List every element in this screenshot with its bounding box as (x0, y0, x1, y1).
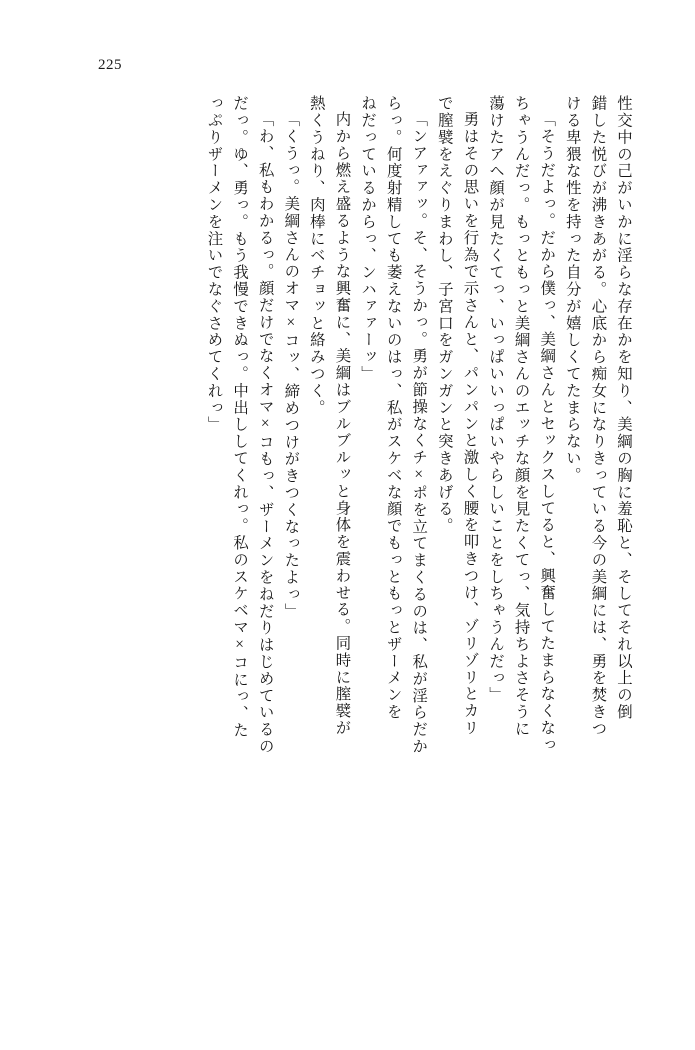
page-number: 225 (98, 57, 122, 73)
text-line: 「くうっ。美綱さんのオマ×コッ、締めつけがきつくなったよっ」 (282, 111, 300, 620)
text-line: 熱くうねり、肉棒にベチョッと絡みつく。 (307, 95, 325, 417)
text-line: 「わ、私もわかるっ。顔だけでなくオマ×コもっ、ザーメンをねだりはじめているの (256, 111, 274, 755)
text-line: 「そうだよっ。だから僕っ、美綱さんとセックスしてると、興奮してたまらなくなっ (538, 111, 556, 754)
text-line: だっ。ゆ、勇っ。もう我慢できぬっ。中出ししてくれっ。私のスケベマ×コにっ、た (231, 95, 249, 739)
text-line: らっ。何度射精しても萎えないのはっ、私がスケベな顔でもっともっとザーメンを (384, 95, 402, 721)
text-line: ねだっているからっ、ンハァァーッ」 (359, 95, 377, 383)
text-line: 性交中の己がいかに淫らな存在かを知り、美綱の胸に羞恥と、そしてそれ以上の倒 (615, 95, 632, 721)
text-line: 勇はその思いを行為で示さんと、パンパンと激しく腰を叩きつけ、ゾリゾリとカリ (461, 111, 479, 737)
text-line: ける卑猥な性を持った自分が嬉しくてたまらない。 (563, 95, 581, 484)
text-line: 蕩けたアヘ顔が見たくてっ、いっぱいいっぱいやらしいことをしちゃうんだっ」 (487, 95, 505, 704)
text-line: 「ンアァァッ。そ、そうかっ。勇が節操なくチ×ポを立てまくるのは、私が淫らだか (410, 111, 428, 755)
text-line: 錯した悦びが沸きあがる。心底から痴女になりきっている今の美綱には、勇を焚きつ (589, 95, 607, 738)
text-line: 内から燃え盛るような興奮に、美綱はブルブルッと身体を震わせる。同時に膣襞が (333, 111, 351, 737)
text-line: で膣襞をえぐりまわし、子宮口をガンガンと突きあげる。 (435, 95, 453, 535)
vertical-text-body (66, 95, 631, 975)
text-line: っぷりザーメンを注いでなぐさめてくれっ」 (205, 95, 223, 433)
text-line: ちゃうんだっ。もっともっと美綱さんのエッチな顔を見たくてっ、気持ちよさそうに (512, 95, 530, 738)
